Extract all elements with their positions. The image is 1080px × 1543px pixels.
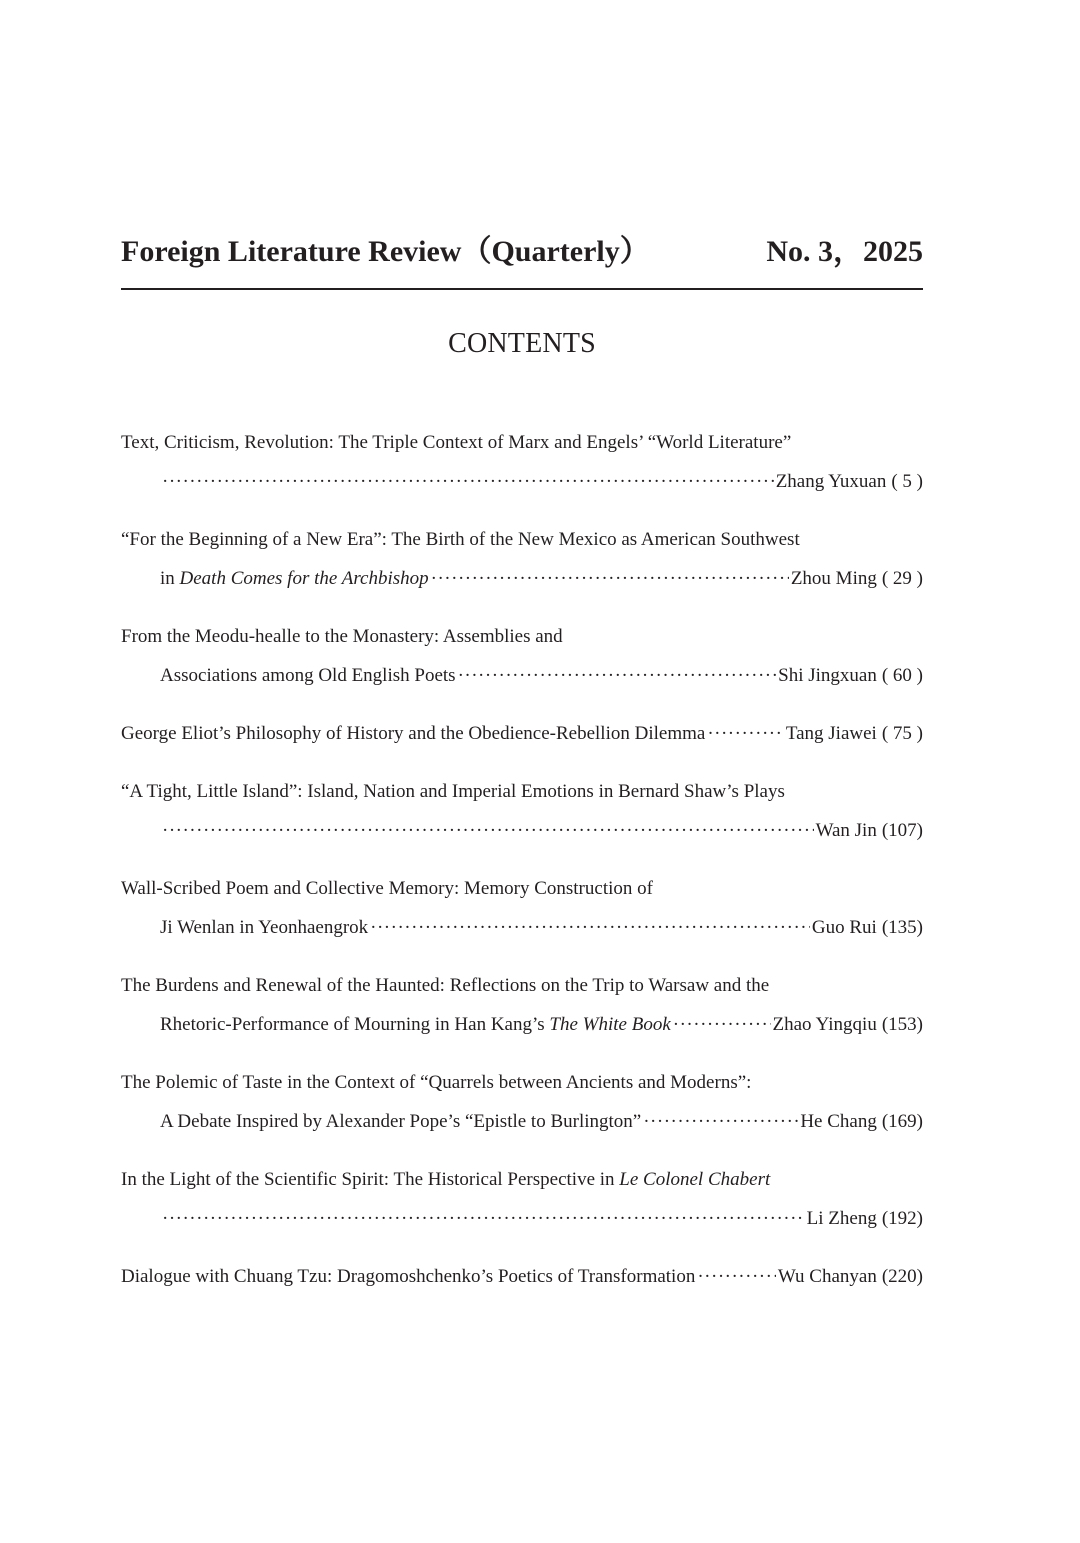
- entry-leader-line: [121, 469, 923, 508]
- entry-page: ( 5 ): [891, 471, 923, 492]
- dot-leader: [431, 566, 789, 592]
- toc-entry[interactable]: [121, 1167, 923, 1245]
- entry-title: From the Meodu-healle to the Monastery: Assemblies and: [121, 626, 563, 647]
- entry-title: “A Tight, Little Island”: Island, Nation and Imperial Emotions in Bernard Shaw’s Plays: [121, 781, 785, 802]
- entry-title: The Polemic of Taste in the Context of “Quarrels between Ancients and Moderns”:: [121, 1072, 752, 1093]
- entry-title-italic: Death Comes for the Archbishop: [179, 568, 429, 589]
- entry-page: ( 29 ): [881, 568, 923, 589]
- dot-leader: [673, 1012, 771, 1038]
- entry-author: Zhang Yuxuan: [775, 471, 887, 492]
- dot-leader: [162, 1206, 805, 1232]
- entry-author: Guo Rui: [811, 917, 877, 938]
- entry-title: Dialogue with Chuang Tzu: Dragomoshchenko’s Poetics of Transformation: [121, 1266, 696, 1287]
- entry-page: (192): [881, 1208, 923, 1229]
- toc-entry[interactable]: [121, 624, 923, 702]
- entry-author: Zhao Yingqiu: [772, 1014, 877, 1035]
- entry-title-continued: [160, 1012, 671, 1038]
- header-rule: [121, 288, 923, 290]
- entry-leader-line: [121, 1264, 923, 1303]
- entry-leader-line: [121, 1109, 923, 1148]
- entry-title-part: Rhetoric-Performance of Mourning in Han Kang’s: [160, 1014, 550, 1035]
- entry-leader-line: [121, 1206, 923, 1245]
- entry-leader-line: [121, 915, 923, 954]
- journal-header: [121, 230, 923, 274]
- entry-title-part: In the Light of the Scientific Spirit: The Historical Perspective in: [121, 1169, 620, 1190]
- toc-entry[interactable]: [121, 973, 923, 1051]
- entry-title: Text, Criticism, Revolution: The Triple Context of Marx and Engels’ “World Literature”: [121, 432, 792, 453]
- contents-page: [121, 0, 923, 1543]
- entry-title: George Eliot’s Philosophy of History and the Obedience-Rebellion Dilemma: [121, 723, 706, 744]
- entry-page: (220): [881, 1266, 923, 1287]
- toc-entry[interactable]: [121, 876, 923, 954]
- toc-entry[interactable]: [121, 721, 923, 760]
- dot-leader: [707, 721, 784, 747]
- entry-page: (107): [881, 820, 923, 841]
- entry-page: (135): [881, 917, 923, 938]
- entry-title: [121, 1167, 923, 1206]
- entry-title-continued: A Debate Inspired by Alexander Pope’s “Epistle to Burlington”: [160, 1111, 642, 1132]
- entry-author: Wu Chanyan: [777, 1266, 877, 1287]
- entry-leader-line: [121, 818, 923, 857]
- dot-leader: [643, 1109, 798, 1135]
- toc-entry[interactable]: [121, 430, 923, 508]
- dot-leader: [458, 663, 777, 689]
- entry-author: Shi Jingxuan: [778, 665, 877, 686]
- entry-page: ( 75 ): [881, 723, 923, 744]
- entry-page: (169): [881, 1111, 923, 1132]
- toc-entry[interactable]: [121, 1264, 923, 1303]
- entry-title: The Burdens and Renewal of the Haunted: Reflections on the Trip to Warsaw and the: [121, 975, 770, 996]
- entry-author: Zhou Ming: [790, 568, 877, 589]
- entry-leader-line: [121, 1012, 923, 1051]
- entry-title-italic: Le Colonel Chabert: [619, 1169, 771, 1190]
- dot-leader: [370, 915, 810, 941]
- entry-title-continued: Associations among Old English Poets: [160, 665, 456, 686]
- entry-title: “For the Beginning of a New Era”: The Birth of the New Mexico as American Southwest: [121, 529, 800, 550]
- dot-leader: [162, 818, 814, 844]
- issue-number: No. 3，2025: [766, 235, 923, 268]
- entry-author: Wan Jin: [815, 820, 877, 841]
- dot-leader: [697, 1264, 776, 1290]
- entry-page: ( 60 ): [881, 665, 923, 686]
- dot-leader: [162, 469, 774, 495]
- entry-leader-line: [121, 566, 923, 605]
- entry-author: Tang Jiawei: [785, 723, 877, 744]
- entry-author: Li Zheng: [806, 1208, 877, 1229]
- toc-entry[interactable]: [121, 527, 923, 605]
- entry-title-italic: The White Book: [549, 1014, 671, 1035]
- contents-heading: CONTENTS: [448, 328, 596, 359]
- entry-page: (153): [881, 1014, 923, 1035]
- entry-title-part: in: [160, 568, 180, 589]
- entry-leader-line: [121, 663, 923, 702]
- journal-title: Foreign Literature Review（Quarterly）: [121, 235, 650, 268]
- entry-title-continued: [160, 566, 429, 592]
- entry-leader-line: [121, 721, 923, 760]
- entry-author: He Chang: [800, 1111, 877, 1132]
- entry-title: Wall-Scribed Poem and Collective Memory: Memory Construction of: [121, 878, 653, 899]
- toc-entry[interactable]: [121, 1070, 923, 1148]
- entry-title-continued: Ji Wenlan in Yeonhaengrok: [160, 917, 369, 938]
- toc-entry[interactable]: [121, 779, 923, 857]
